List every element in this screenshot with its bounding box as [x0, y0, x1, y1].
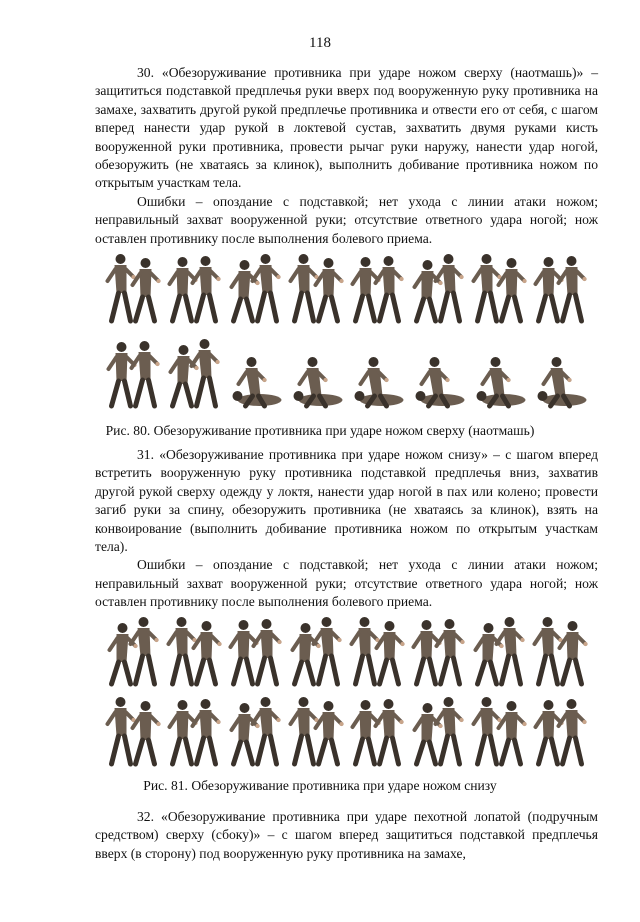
- fighters-illustration: [286, 247, 347, 325]
- section-31-paragraph: 31. «Обезоруживание противника при ударе ножом снизу» – с шагом вперед встретить вооруженную руку противника подставкой предплечья вниз, захватив другой рукой сверху одежду у локтя, нанести удар ногой в пах или колено; провести загиб руки за спину, обезоружить противника (не хватаясь за клинок), взять на конвоирование (выполнить добивание противника ножом по открытым участкам тела).: [95, 447, 598, 555]
- fighters-illustration: [164, 332, 225, 410]
- photo-figure: [347, 610, 408, 688]
- fighters-illustration: [347, 332, 408, 410]
- fighters-illustration: [225, 610, 286, 688]
- photo-figure: [103, 332, 164, 410]
- fighters-illustration: [408, 690, 469, 768]
- photo-figure: [347, 690, 408, 768]
- photo-figure: [164, 690, 225, 768]
- section-30-paragraph: 30. «Обезоруживание противника при ударе ножом сверху (наотмашь)» – защититься подставкой предплечья руки вверх под вооруженную руку противника на замахе, захватить другой рукой предплечье противника и отвести его от себя, с шагом вперед нанести удар рукой в локтевой сустав, захватить двумя руками кисть вооруженной руки противника, провести рычаг руки наружу, нанести удар ногой, обезоружить (не хватаясь за клинок), выполнить добивание противника ножом по открытым участкам тела.: [95, 65, 598, 191]
- photo-figure: [408, 690, 469, 768]
- section-30-text: [95, 64, 598, 248]
- fighters-illustration: [408, 247, 469, 325]
- photo-figure: [408, 247, 469, 325]
- photo-figure: [286, 690, 347, 768]
- photo-figure: [164, 610, 225, 688]
- photo-figure: [286, 610, 347, 688]
- fighters-illustration: [347, 610, 408, 688]
- figure-80-caption: Рис. 80. Обезоруживание противника при ударе ножом сверху (наотмашь): [105, 423, 535, 438]
- photo-figure: [286, 247, 347, 325]
- figure-81-photo-row-1: [103, 610, 591, 688]
- photo-figure: [103, 610, 164, 688]
- fighters-illustration: [286, 610, 347, 688]
- photo-figure: [225, 690, 286, 768]
- fighters-illustration: [164, 690, 225, 768]
- fighters-illustration: [408, 332, 469, 410]
- section-30-errors: Ошибки – опоздание с подставкой; нет ухода с линии атаки ножом; неправильный захват вооруженной руки; отсутствие ответного удара ногой; нож оставлен противнику после выполнения болевого приема.: [95, 193, 598, 246]
- fighters-illustration: [103, 247, 164, 325]
- fighters-illustration: [286, 332, 347, 410]
- photo-figure: [530, 247, 591, 325]
- fighters-illustration: [347, 247, 408, 325]
- fighters-illustration: [164, 247, 225, 325]
- fighters-illustration: [530, 247, 591, 325]
- section-31-errors: Ошибки – опоздание с подставкой; нет ухода с линии атаки ножом; неправильный захват вооруженной руки; отсутствие ответного удара ногой; нож оставлен противнику после выполнения болевого приема.: [95, 557, 598, 610]
- photo-figure: [103, 247, 164, 325]
- photo-figure: [164, 247, 225, 325]
- photo-figure: [347, 332, 408, 410]
- photo-figure: [530, 332, 591, 410]
- fighters-illustration: [469, 690, 530, 768]
- fighters-illustration: [225, 247, 286, 325]
- figure-81-caption: Рис. 81. Обезоруживание противника при ударе ножом снизу: [143, 778, 497, 793]
- fighters-illustration: [408, 610, 469, 688]
- figure-81-photo-row-2: [103, 690, 591, 768]
- section-31-text: [95, 446, 598, 612]
- fighters-illustration: [469, 610, 530, 688]
- fighters-illustration: [225, 690, 286, 768]
- photo-figure: [469, 332, 530, 410]
- photo-figure: [469, 247, 530, 325]
- fighters-illustration: [530, 332, 591, 410]
- photo-figure: [408, 610, 469, 688]
- fighters-illustration: [469, 332, 530, 410]
- photo-figure: [530, 690, 591, 768]
- page-number: 118: [309, 35, 331, 51]
- photo-figure: [225, 332, 286, 410]
- photo-figure: [469, 690, 530, 768]
- fighters-illustration: [530, 610, 591, 688]
- fighters-illustration: [530, 690, 591, 768]
- fighters-illustration: [286, 690, 347, 768]
- figure-80-photo-row-2: [103, 332, 591, 410]
- photo-figure: [103, 690, 164, 768]
- fighters-illustration: [103, 610, 164, 688]
- photo-figure: [225, 610, 286, 688]
- fighters-illustration: [164, 610, 225, 688]
- section-32-text: [95, 808, 598, 863]
- section-32-paragraph: 32. «Обезоруживание противника при ударе пехотной лопатой (подручным средством) сверху (сбоку)» – с шагом вперед защититься подставкой предплечья вверх (в сторону) под вооруженную руку противника на замахе,: [95, 809, 598, 861]
- photo-figure: [164, 332, 225, 410]
- photo-figure: [225, 247, 286, 325]
- photo-figure: [286, 332, 347, 410]
- fighters-illustration: [469, 247, 530, 325]
- fighters-illustration: [103, 332, 164, 410]
- figure-80-photo-row-1: [103, 247, 591, 325]
- photo-figure: [408, 332, 469, 410]
- photo-figure: [530, 610, 591, 688]
- fighters-illustration: [103, 690, 164, 768]
- photo-figure: [347, 247, 408, 325]
- fighters-illustration: [225, 332, 286, 410]
- fighters-illustration: [347, 690, 408, 768]
- photo-figure: [469, 610, 530, 688]
